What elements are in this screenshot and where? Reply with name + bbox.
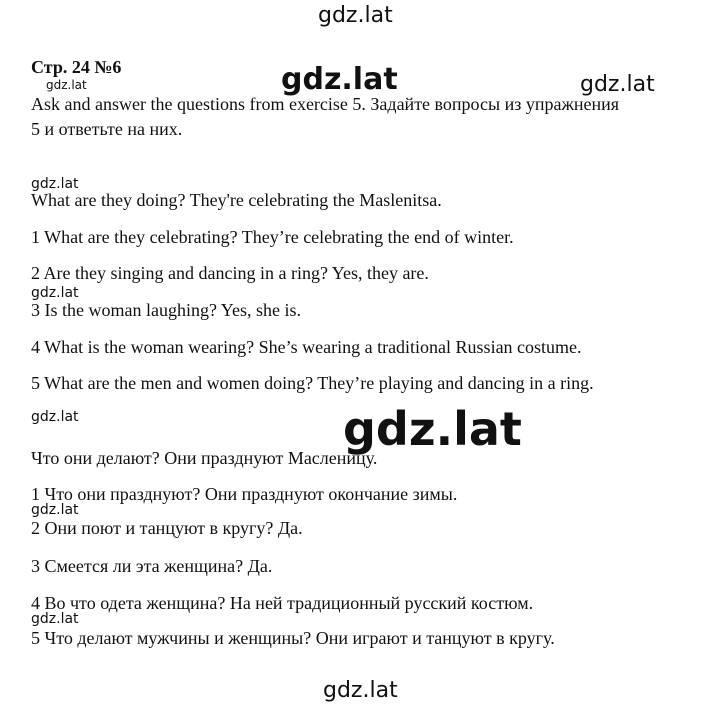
task-line-2: 5 и ответьте на них. <box>31 119 183 139</box>
watermark-large-upper: gdz.lat <box>281 62 398 97</box>
russian-answer-line: Что они делают? Они празднуют Масленицу. <box>31 448 378 468</box>
english-answer-line: 3 Is the woman laughing? Yes, she is. <box>31 300 301 320</box>
watermark-large-middle: gdz.lat <box>343 402 522 456</box>
english-answer-line: 1 What are they celebrating? They’re celebrating the end of winter. <box>31 227 514 247</box>
english-answer-line: 5 What are the men and women doing? They’re playing and dancing in a ring. <box>31 373 594 393</box>
watermark-top: gdz.lat <box>318 3 393 28</box>
russian-answer-line: 4 Во что одета женщина? На ней традиционный русский костюм. <box>31 593 534 613</box>
task-line-1: Ask and answer the questions from exercise 5. Задайте вопросы из упражнения <box>31 94 620 114</box>
page-heading: Стр. 24 №6 <box>31 57 122 77</box>
watermark-small: gdz.lat <box>31 409 79 425</box>
watermark-small: gdz.lat <box>46 78 87 92</box>
english-answer-line: 4 What is the woman wearing? She’s wearing a traditional Russian costume. <box>31 337 582 357</box>
english-answer-line: 2 Are they singing and dancing in a ring? Yes, they are. <box>31 263 429 283</box>
watermark-right-upper: gdz.lat <box>580 72 655 97</box>
russian-answer-line: 1 Что они празднуют? Они празднуют окончание зимы. <box>31 484 458 504</box>
russian-answer-line: 2 Они поют и танцуют в кругу? Да. <box>31 518 303 538</box>
watermark-small: gdz.lat <box>31 285 79 301</box>
watermark-small: gdz.lat <box>31 502 79 518</box>
watermark-small: gdz.lat <box>31 176 79 192</box>
english-answer-line: What are they doing? They're celebrating the Maslenitsa. <box>31 190 442 210</box>
watermark-small: gdz.lat <box>31 611 79 627</box>
watermark-bottom: gdz.lat <box>323 678 398 703</box>
task-instruction <box>31 92 619 142</box>
russian-answer-line: 3 Смеется ли эта женщина? Да. <box>31 556 273 576</box>
russian-answer-line: 5 Что делают мужчины и женщины? Они играют и танцуют в кругу. <box>31 628 555 648</box>
